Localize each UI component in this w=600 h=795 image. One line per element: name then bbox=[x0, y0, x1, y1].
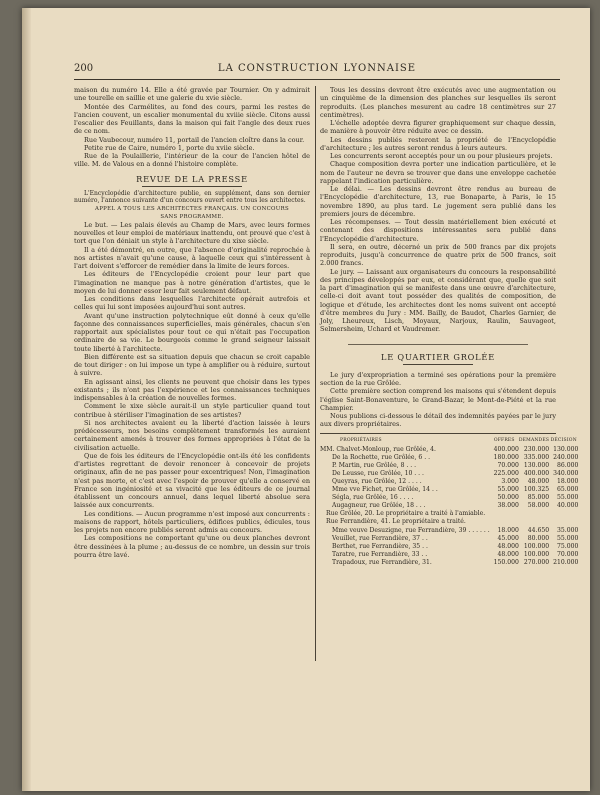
paragraph: Montée des Carmélites, au fond des cours, parmi les restes de l'ancien couvent, un escalier monumental du xviiie siècle. Citons aussi l'escalier des Feuillants, dans la maison qui fait l'angle des deux rues de ce nom. bbox=[74, 102, 310, 136]
paragraph: Petite rue de Caire, numéro 1, porte du xviie siècle. bbox=[84, 143, 255, 152]
paragraph: Les conditions. — Aucun programme n'est imposé aux concurrents : maisons de rapport, hôtels particuliers, édifices publics, édicules, tous les projets non encore publiés seront admis au concours. bbox=[74, 509, 310, 535]
right-column bbox=[320, 86, 579, 567]
paragraph: En agissant ainsi, les clients ne peuvent que choisir dans les types existants ; ils n'ont pas l'expérience et les connaissances techniques indispensables à la création de nouvelles formes. bbox=[74, 377, 310, 403]
table-header-row bbox=[320, 436, 578, 446]
paragraph: Bien différente est sa situation depuis que chacun se croit capable de tout diriger : on lui impose un type à amplifier ou à réduire, surtout à suivre. bbox=[74, 352, 310, 378]
owner-cell: MM. Chalvet-Monloup, rue Grôlée, 4. bbox=[320, 445, 436, 453]
offer-cell: 50.000 bbox=[497, 494, 519, 502]
table-row bbox=[320, 494, 578, 502]
demand-cell: 100.325 bbox=[523, 486, 550, 494]
table-row bbox=[320, 510, 578, 518]
demand-cell: 335.000 bbox=[523, 453, 550, 461]
offer-cell: 150.000 bbox=[493, 558, 519, 566]
owner-cell: Taratre, rue Ferrandière, 33 . . bbox=[332, 550, 428, 558]
paragraph: Tous les dessins devront être exécutés avec une augmentation ou un cinquième de la dimension des planches sur lesquelles ils seront reproduits. (Les planches mesurent au cadre 18 centimètres sur 27 centimètres). bbox=[320, 86, 556, 119]
paragraph: Si nos architectes avaient eu la liberté d'action laissée à leurs prédécesseurs, nos besoins complètement transformés les auraient certainement amenés à trouver des formes appropriées à l'état de la civilisation actuelle. bbox=[74, 418, 310, 452]
owner-cell: Ségla, rue Grôlée, 16 . . . . bbox=[332, 494, 414, 502]
demand-cell: 85.000 bbox=[527, 494, 550, 502]
binding-edge bbox=[22, 8, 31, 791]
demand-cell: 400.000 bbox=[523, 469, 550, 477]
running-title: LA CONSTRUCTION LYONNAISE bbox=[217, 63, 417, 74]
owner-cell: Queyras, rue Grôlée, 12 . . . . bbox=[332, 477, 422, 485]
table-row bbox=[320, 527, 578, 535]
offer-cell: 48.000 bbox=[497, 550, 519, 558]
paragraph: Les concurrents seront acceptés pour un ou pour plusieurs projets. bbox=[330, 152, 553, 160]
owner-cell: P. Martin, rue Grôlée, 8 . . . bbox=[332, 461, 417, 469]
table-body bbox=[320, 446, 578, 567]
paragraph: maison du numéro 14. Elle a été gravée par Tournier. On y admirait une tourelle en saillie et une galerie du xvie siècle. bbox=[74, 86, 310, 103]
table-row bbox=[320, 535, 578, 543]
demand-cell: 130.000 bbox=[523, 461, 550, 469]
table-row bbox=[320, 551, 578, 559]
col-header: DÉCISION bbox=[550, 437, 577, 443]
paragraph: L'échelle adoptée devra figurer graphiquement sur chaque dessin, de manière à pouvoir être réduite avec ce dessin. bbox=[320, 119, 556, 136]
demand-cell: 230.000 bbox=[523, 445, 550, 453]
header-rule bbox=[74, 79, 560, 80]
indemnities-table bbox=[320, 436, 578, 568]
offer-cell: 70.000 bbox=[497, 461, 519, 469]
table-row bbox=[320, 559, 578, 567]
decision-cell: 55.000 bbox=[557, 494, 579, 502]
demand-cell: 48.000 bbox=[527, 477, 550, 485]
section-rule bbox=[142, 186, 242, 187]
owner-cell: Augagneur, rue Grôlée, 18 . . . bbox=[332, 502, 426, 510]
paragraph: Les compositions ne comportant qu'une ou deux planches devront être dessinées à la plume ; au-dessus de ce nombre, un dessin sur trois pourra être lavé. bbox=[74, 534, 310, 559]
table-row bbox=[320, 502, 578, 510]
paragraph: Les récompenses. — Tout dessin matériellement bien exécuté et contenant des dispositions intéressantes sera publié dans l'Encyclopédie d'architecture. bbox=[320, 218, 556, 243]
paragraph: Le jury. — Laissant aux organisateurs du concours la responsabilité des principes développés par eux, et considérant que, quelle que soit la part d'imagination qui se manifeste dans une œuvre d'architecture, celle-ci doit avant tout posséder des qualités de composition, de logique et d'étude, les architectes dont les noms suivent ont accepté d'être membres du Jury : MM. Bailly, de Baudot, Charles Garnier, de Joly, Lheureux, Lisch, Moyaux, Narjoux, Raulin, Sauvageot, Selmersheim, Uchard et Vaudremer. bbox=[320, 267, 556, 334]
page-header bbox=[74, 63, 560, 77]
table-row bbox=[320, 486, 578, 494]
col-header: DEMANDES bbox=[518, 437, 550, 443]
table-top-rule bbox=[320, 433, 556, 434]
section-separator bbox=[348, 344, 528, 345]
press-intro: L'Encyclopédie d'architecture publie, en supplément, dans son dernier numéro, l'annonce suivante d'un concours ouvert entre tous les architectes. bbox=[74, 189, 310, 205]
table-row bbox=[320, 518, 578, 526]
owner-cell: Mme veuve Desuzigne, rue Ferrandière, 39 . . . . . . bbox=[332, 526, 490, 534]
document-page bbox=[22, 8, 590, 791]
paragraph: Chaque composition devra porter une indication particulière, et le nom de l'auteur ne devra se trouver que dans une enveloppe cachetée rappelant l'indication particulière. bbox=[320, 160, 556, 185]
page-number: 200 bbox=[74, 63, 94, 74]
demand-cell: 100.000 bbox=[523, 550, 550, 558]
demand-cell: 44.650 bbox=[527, 526, 550, 534]
decision-cell: 210.000 bbox=[553, 558, 579, 566]
owner-cell: Veuillet, rue Ferrandière, 37 . . bbox=[332, 534, 428, 542]
paragraph: Le délai. — Les dessins devront être rendus au bureau de l'Encyclopédie d'architecture, 13, rue Bonaparte, à Paris, le 15 novembre 1890, au plus tard. Le jugement sera publié dans les premiers jours de décembre. bbox=[320, 185, 556, 218]
paragraph: Rue de la Poulaillerie, l'intérieur de la cour de l'ancien hôtel de ville. M. de Valous en a donné l'histoire complète. bbox=[74, 152, 310, 169]
demand-cell: 58.000 bbox=[527, 502, 550, 510]
column-divider bbox=[315, 86, 316, 661]
table-row bbox=[320, 462, 578, 470]
decision-cell: 130.000 bbox=[553, 445, 579, 453]
table-note: Rue Ferrandière, 41. Le propriétaire a traité. bbox=[326, 518, 466, 526]
decision-cell: 240.000 bbox=[553, 453, 579, 461]
left-column bbox=[74, 86, 310, 559]
offer-cell: 225.000 bbox=[493, 469, 519, 477]
owner-cell: Berthet, rue Ferrandière, 35 . . bbox=[332, 542, 428, 550]
paragraph: Le jury d'expropriation a terminé ses opérations pour la première section de la rue Grôlée. bbox=[320, 370, 556, 387]
owner-cell: De la Rochette, rue Grôlée, 6 . . bbox=[332, 453, 431, 461]
table-row bbox=[320, 454, 578, 462]
owner-cell: Mme vve Fichet, rue Grôlée, 14 . . bbox=[332, 486, 438, 494]
offer-cell: 3.000 bbox=[501, 477, 519, 485]
decision-cell: 18.000 bbox=[557, 477, 579, 485]
decision-cell: 65.000 bbox=[557, 486, 579, 494]
paragraph: Les éditeurs de l'Encyclopédie croient pour leur part que l'imagination ne manque pas à notre génération d'artistes, que le moyen de lui donner essor leur fait seulement défaut. bbox=[74, 270, 310, 295]
offer-cell: 48.000 bbox=[497, 542, 519, 550]
paragraph: Rue Vaubecour, numéro 11, portail de l'ancien cloître dans la cour. bbox=[84, 135, 305, 144]
table-row bbox=[320, 470, 578, 478]
section-rule bbox=[403, 364, 473, 365]
paragraph: Les dessins publiés resteront la propriété de l'Encyclopédie d'architecture ; les autres seront rendus à leurs auteurs. bbox=[320, 135, 556, 152]
decision-cell: 55.000 bbox=[557, 534, 579, 542]
table-row bbox=[320, 543, 578, 551]
demand-cell: 270.000 bbox=[523, 558, 550, 566]
paragraph: Le but. — Les palais élevés au Champ de Mars, avec leurs formes nouvelles et leur emploi de matériaux inattendu, ont prouvé que c'est à tort que l'on déniait un style à l'architecture du xixe siècle. bbox=[74, 220, 310, 246]
demand-cell: 80.000 bbox=[527, 534, 550, 542]
paragraph: Il a été démontré, en outre, que l'absence d'originalité reprochée à nos artistes n'avait qu'une cause, à laquelle ceux qui s'intéressent à l'art doivent s'efforcer de remédier dans la limite de leurs forces. bbox=[74, 245, 310, 271]
decision-cell: 70.000 bbox=[557, 550, 579, 558]
paragraph: Nous publions ci-dessous le détail des indemnités payées par le jury aux divers propriétaires. bbox=[320, 412, 556, 429]
decision-cell: 40.000 bbox=[557, 502, 579, 510]
paragraph: Il sera, en outre, décerné un prix de 500 francs par dix projets reproduits, jusqu'à concurrence de quatre prix de 500 francs, soit 2.000 francs. bbox=[320, 242, 556, 268]
owner-cell: Trapadoux, rue Ferrandière, 31. bbox=[332, 558, 432, 566]
table-row bbox=[320, 446, 578, 454]
offer-cell: 400.000 bbox=[493, 445, 519, 453]
paragraph: Que de fois les éditeurs de l'Encyclopédie ont-ils été les confidents d'artistes regrettant de devoir renoncer à concevoir de projets originaux, afin de ne pas passer pour excentriques! Non, l'imagination n'est pas morte, et c'est avec l'espoir de prouver qu'elle a conservé en France son ingéniosité et sa vivacité que les éditeurs de ce journal établissent un concours annuel, dans lequel liberté absolue sera laissée aux concurrents. bbox=[74, 451, 310, 510]
section-title-revue: REVUE DE LA PRESSE bbox=[136, 173, 248, 184]
owner-cell: De Leusse, rue Grôlée, 10 . . . bbox=[332, 469, 424, 477]
section-title-grolee: LE QUARTIER GROLÉE bbox=[381, 351, 495, 362]
offer-cell: 180.000 bbox=[493, 453, 519, 461]
paragraph: Avant qu'une instruction polytechnique eût donné à ceux qu'elle façonne des connaissances superficielles, mais générales, chacun s'en rapportait aux spécialistes pour tout ce qui n'était pas l'occupation ordinaire de sa vie. Le bourgeois comme le grand seigneur laissait toute liberté à l'architecte. bbox=[74, 311, 310, 353]
table-note: Rue Grôlée, 20. Le propriétaire a traité à l'amiable. bbox=[326, 510, 486, 518]
col-header: OFFRES bbox=[493, 437, 515, 443]
paragraph: Cette première section comprend les maisons qui s'étendent depuis l'église Saint-Bonaventure, le Grand-Bazar, le Mont-de-Piété et la rue Champier. bbox=[320, 387, 556, 412]
appeal-heading: APPEL A TOUS LES ARCHITECTES FRANÇAIS. UN CONCOURS bbox=[95, 205, 289, 212]
offer-cell: 38.000 bbox=[497, 502, 519, 510]
table-row bbox=[320, 478, 578, 486]
appeal-heading: SANS PROGRAMME. bbox=[160, 213, 224, 220]
demand-cell: 100.000 bbox=[523, 542, 550, 550]
col-header: PROPRIÉTAIRES bbox=[340, 437, 382, 443]
decision-cell: 35.000 bbox=[557, 526, 579, 534]
offer-cell: 45.000 bbox=[497, 534, 519, 542]
offer-cell: 55.000 bbox=[497, 486, 519, 494]
decision-cell: 340.000 bbox=[553, 469, 579, 477]
decision-cell: 75.000 bbox=[557, 542, 579, 550]
offer-cell: 18.000 bbox=[497, 526, 519, 534]
paragraph: Les conditions dans lesquelles l'architecte opérait autrefois et celles qui lui sont imposées aujourd'hui sont autres. bbox=[74, 295, 310, 312]
paragraph: Comment le xixe siècle aurait-il un style particulier quand tout contribue à stériliser l'imagination de ses artistes? bbox=[74, 402, 310, 419]
decision-cell: 86.000 bbox=[557, 461, 579, 469]
